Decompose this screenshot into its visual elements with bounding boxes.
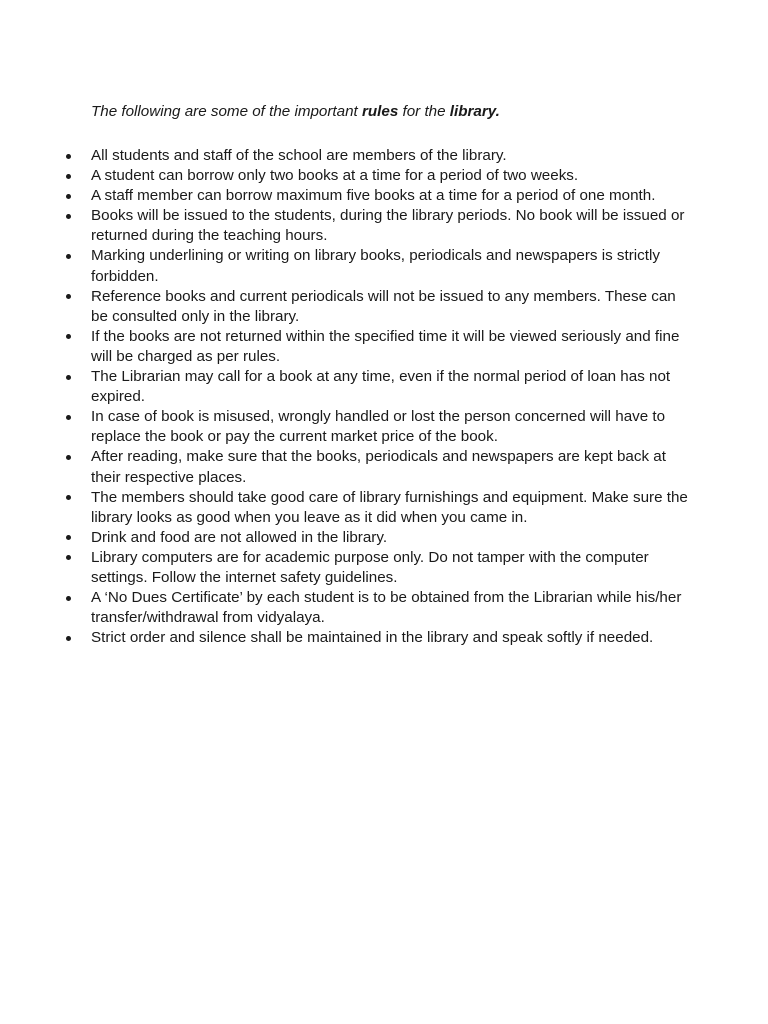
list-item	[60, 528, 690, 548]
bullet-icon	[66, 375, 71, 380]
bullet-icon	[66, 596, 71, 601]
intro-prefix: The following are some of the important	[91, 103, 362, 120]
intro-bold-library: library.	[449, 103, 500, 120]
bullet-icon	[66, 555, 71, 560]
rule-text: Strict order and silence shall be maintained in the library and speak softly if needed.	[91, 629, 654, 647]
bullet-icon	[66, 334, 71, 339]
list-item	[60, 186, 690, 206]
bullet-icon	[66, 154, 71, 159]
rules-list	[60, 146, 690, 648]
bullet-icon	[66, 174, 71, 179]
rule-text: All students and staff of the school are members of the library.	[91, 147, 507, 164]
list-item	[60, 367, 690, 407]
bullet-icon	[66, 294, 71, 299]
bullet-icon	[66, 495, 71, 500]
list-item	[60, 327, 690, 367]
rule-text: Library computers are for academic purpose only. Do not tamper with the computer settings. Follow the internet safety guidelines.	[91, 548, 649, 586]
intro-heading	[91, 102, 500, 122]
list-item	[60, 628, 690, 648]
list-item	[60, 287, 690, 327]
list-item	[60, 166, 690, 186]
rule-text: If the books are not returned within the specified time it will be viewed seriously and fine will be charged as per rules.	[91, 327, 680, 365]
bullet-icon	[66, 254, 71, 259]
list-item	[60, 488, 690, 528]
intro-bold-rules: rules	[361, 103, 399, 120]
bullet-icon	[66, 535, 71, 540]
list-item	[60, 206, 690, 246]
rule-text: After reading, make sure that the books, periodicals and newspapers are kept back at their respective places.	[91, 448, 666, 486]
bullet-icon	[66, 455, 71, 460]
list-item	[60, 548, 690, 588]
bullet-icon	[66, 214, 71, 219]
list-item	[60, 246, 690, 286]
bullet-icon	[66, 415, 71, 420]
list-item	[60, 447, 690, 487]
intro-middle: for the	[398, 103, 450, 120]
rule-text: A student can borrow only two books at a time for a period of two weeks.	[91, 167, 579, 185]
rule-text: Books will be issued to the students, during the library periods. No book will be issued or returned during the teaching hours.	[91, 207, 685, 245]
list-item	[60, 407, 690, 447]
rule-text: A staff member can borrow maximum five books at a time for a period of one month.	[91, 187, 656, 205]
rule-text: In case of book is misused, wrongly handled or lost the person concerned will have to replace the book or pay the current market price of the book.	[91, 408, 666, 446]
rule-text: The members should take good care of library furnishings and equipment. Make sure the library looks as good when you leave as it did when you came in.	[91, 488, 688, 526]
bullet-icon	[66, 636, 71, 641]
rule-text: Drink and food are not allowed in the library.	[91, 528, 388, 546]
rule-text: Reference books and current periodicals will not be issued to any members. These can be consulted only in the library.	[91, 287, 676, 325]
rule-text: The Librarian may call for a book at any time, even if the normal period of loan has not expired.	[91, 368, 671, 406]
rule-text: A ‘No Dues Certificate’ by each student is to be obtained from the Librarian while his/her transfer/withdrawal from vidyalaya.	[91, 589, 682, 627]
list-item	[60, 146, 690, 166]
rule-text: Marking underlining or writing on library books, periodicals and newspapers is strictly forbidden.	[91, 247, 660, 285]
bullet-icon	[66, 194, 71, 199]
list-item	[60, 588, 690, 628]
